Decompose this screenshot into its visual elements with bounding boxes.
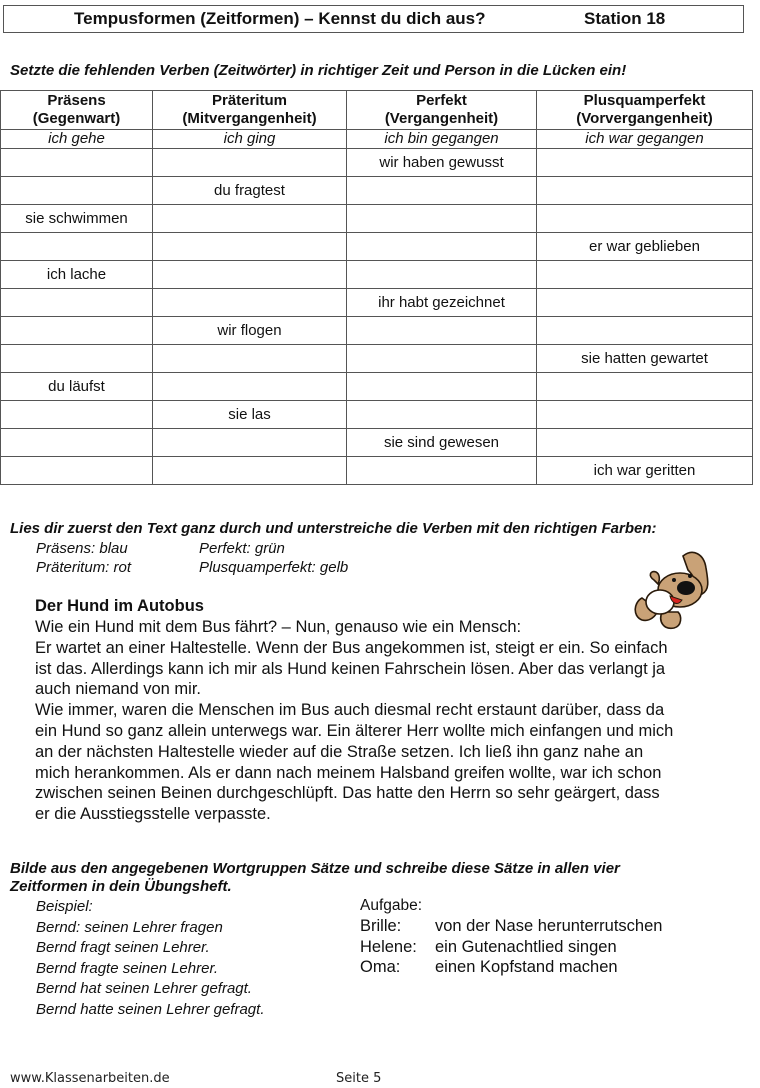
blank-cell[interactable]: [153, 261, 347, 289]
column-header: Präsens (Gegenwart): [1, 91, 153, 130]
legend-plusquamperfekt: Plusquamperfekt: gelb: [199, 559, 349, 576]
story-line: er die Ausstiegsstelle verpasste.: [35, 805, 271, 824]
blank-cell[interactable]: [537, 401, 753, 429]
table-row: [1, 429, 753, 457]
given-verb-cell: sie schwimmen: [1, 205, 153, 233]
blank-cell[interactable]: [347, 401, 537, 429]
table-header-row: [1, 91, 753, 130]
table-row: [1, 289, 753, 317]
story-line: ist das. Allerdings kann ich mir als Hund keinen Fahrschein lösen. Aber das verlangt ja: [35, 659, 666, 678]
example-cell: ich bin gegangen: [347, 130, 537, 149]
given-verb-cell: er war geblieben: [537, 233, 753, 261]
given-verb-cell: du läufst: [1, 373, 153, 401]
task-item: Oma: einen Kopfstand machen: [360, 958, 618, 976]
example-cell: ich gehe: [1, 130, 153, 149]
table-row: [1, 401, 753, 429]
exercise3-instruction: Bilde aus den angegebenen Wortgruppen Sätze und schreibe diese Sätze in allen vier Zeitformen in dein Übungsheft.: [10, 860, 620, 895]
exercise1-instruction: Setzte die fehlenden Verben (Zeitwörter) in richtiger Zeit und Person in die Lücken ein!: [10, 62, 627, 79]
blank-cell[interactable]: [153, 373, 347, 401]
blank-cell[interactable]: [153, 429, 347, 457]
blank-cell[interactable]: [347, 205, 537, 233]
task-list: [360, 916, 662, 978]
blank-cell[interactable]: [153, 149, 347, 177]
blank-cell[interactable]: [347, 345, 537, 373]
blank-cell[interactable]: [347, 457, 537, 485]
blank-cell[interactable]: [347, 373, 537, 401]
story-line: ein Hund so ganz allein unterwegs war. Ein älterer Herr wollte mich einfangen und mich: [35, 721, 674, 740]
example-line: Bernd: seinen Lehrer fragen: [36, 918, 223, 936]
example-row: [1, 130, 753, 149]
legend-perfekt: Perfekt: grün: [199, 540, 285, 557]
legend-praeteritum: Präteritum: rot: [36, 559, 132, 576]
given-verb-cell: sie hatten gewartet: [537, 345, 753, 373]
blank-cell[interactable]: [537, 149, 753, 177]
example-line: Bernd hat seinen Lehrer gefragt.: [36, 980, 252, 997]
blank-cell[interactable]: [153, 289, 347, 317]
story-title: Der Hund im Autobus: [35, 597, 204, 615]
blank-cell[interactable]: [1, 233, 153, 261]
page-title: Tempusformen (Zeitformen) – Kennst du dich aus?: [74, 9, 486, 28]
blank-cell[interactable]: [347, 233, 537, 261]
given-verb-cell: sie sind gewesen: [347, 429, 537, 457]
given-verb-cell: du fragtest: [153, 177, 347, 205]
given-verb-cell: wir flogen: [153, 317, 347, 345]
blank-cell[interactable]: [347, 177, 537, 205]
blank-cell[interactable]: [537, 205, 753, 233]
given-verb-cell: wir haben gewusst: [347, 149, 537, 177]
table-row: [1, 317, 753, 345]
task-item: Brille: von der Nase herunterrutschen: [360, 917, 663, 935]
story-line: an der nächsten Haltestelle wieder auf die Straße setzen. Ich ließ ihn ganz nahe an: [35, 742, 644, 761]
blank-cell[interactable]: [537, 177, 753, 205]
table-row: [1, 261, 753, 289]
table-row: [1, 233, 753, 261]
column-header: Präteritum (Mitvergangenheit): [153, 91, 347, 130]
example-cell: ich war gegangen: [537, 130, 753, 149]
blank-cell[interactable]: [153, 457, 347, 485]
column-header: Perfekt (Vergangenheit): [347, 91, 537, 130]
legend-presens: Präsens: blau: [36, 540, 128, 557]
given-verb-cell: ich lache: [1, 261, 153, 289]
story-line: auch niemand von mir.: [35, 680, 202, 699]
blank-cell[interactable]: [347, 317, 537, 345]
footer-page-number: Seite 5: [336, 1071, 382, 1086]
example-line: Bernd fragt seinen Lehrer.: [36, 939, 210, 956]
given-verb-cell: sie las: [153, 401, 347, 429]
example-block: [36, 897, 265, 1020]
task-item: Helene: ein Gutenachtlied singen: [360, 937, 617, 956]
table-row: [1, 177, 753, 205]
table-row: [1, 149, 753, 177]
table-row: [1, 457, 753, 485]
story-line: Wie immer, waren die Menschen im Bus auch diesmal recht erstaunt darüber, dass da: [35, 701, 665, 720]
blank-cell[interactable]: [1, 345, 153, 373]
given-verb-cell: ich war geritten: [537, 457, 753, 485]
blank-cell[interactable]: [153, 345, 347, 373]
blank-cell[interactable]: [1, 289, 153, 317]
blank-cell[interactable]: [1, 317, 153, 345]
blank-cell[interactable]: [537, 261, 753, 289]
blank-cell[interactable]: [1, 429, 153, 457]
tense-table: [0, 90, 753, 485]
blank-cell[interactable]: [1, 149, 153, 177]
blank-cell[interactable]: [153, 233, 347, 261]
title-box: [3, 5, 744, 33]
story-line: Er wartet an einer Haltestelle. Wenn der Bus angekommen ist, steigt er ein. So einfach: [35, 638, 668, 657]
blank-cell[interactable]: [1, 401, 153, 429]
blank-cell[interactable]: [537, 373, 753, 401]
given-verb-cell: ihr habt gezeichnet: [347, 289, 537, 317]
example-line: Bernd hatte seinen Lehrer gefragt.: [36, 1000, 265, 1018]
blank-cell[interactable]: [347, 261, 537, 289]
table-row: [1, 373, 753, 401]
example-label: Beispiel:: [36, 898, 93, 915]
story-line: mich herankommen. Als er dann nach meinem Halsband greifen wollte, war ich schon: [35, 763, 662, 782]
table-row: [1, 205, 753, 233]
example-line: Bernd fragte seinen Lehrer.: [36, 959, 219, 977]
task-label: Aufgabe:: [360, 897, 423, 914]
story-line: Wie ein Hund mit dem Bus fährt? – Nun, genauso wie ein Mensch:: [35, 618, 522, 636]
station-label: Station 18: [584, 9, 666, 28]
footer-website: www.Klassenarbeiten.de: [10, 1071, 170, 1086]
blank-cell[interactable]: [537, 317, 753, 345]
story-line: zwischen seinen Beinen durchgeschlüpft. Das hatte den Herrn so sehr geärgert, dass: [35, 784, 660, 803]
example-cell: ich ging: [153, 130, 347, 149]
blank-cell[interactable]: [1, 457, 153, 485]
blank-cell[interactable]: [1, 177, 153, 205]
table-row: [1, 345, 753, 373]
blank-cell[interactable]: [537, 289, 753, 317]
blank-cell[interactable]: [153, 205, 347, 233]
blank-cell[interactable]: [537, 429, 753, 457]
column-header: Plusquamperfekt (Vorvergangenheit): [537, 91, 753, 130]
story-text: [35, 617, 735, 825]
exercise2-instruction: Lies dir zuerst den Text ganz durch und unterstreiche die Verben mit den richtigen Farben:: [10, 520, 657, 537]
